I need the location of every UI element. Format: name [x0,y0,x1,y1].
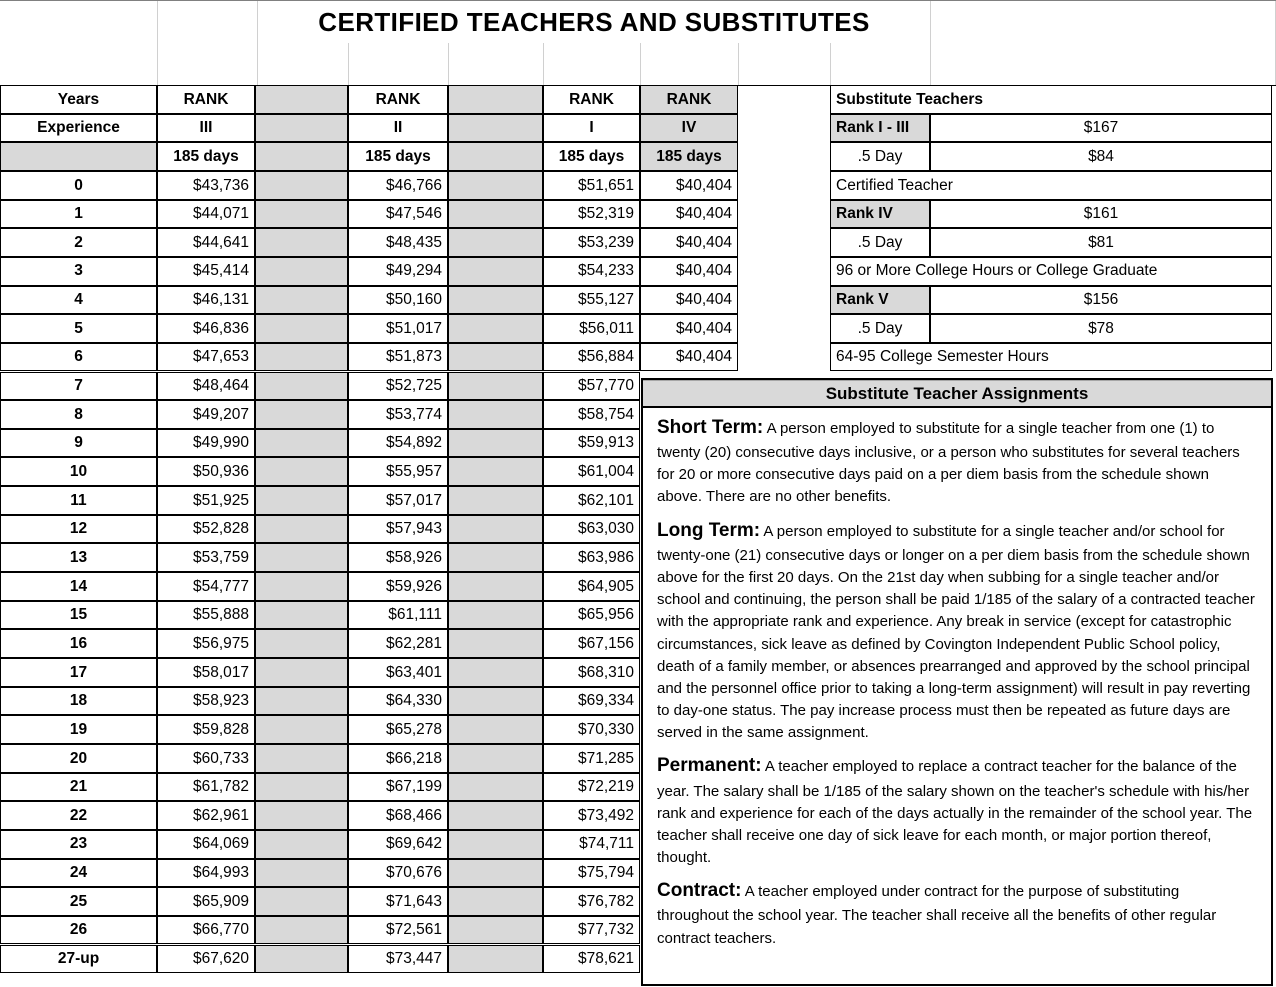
title-row [0,0,1276,45]
spacer-cell [448,171,543,200]
grid-divider [830,43,831,85]
header-days-rank-iv: 185 days [640,142,738,171]
substitute-rate-label: Rank V [830,286,930,315]
substitute-rate-amount: $167 [930,114,1272,143]
assignment-paragraph [657,414,1255,509]
cell-rank-i[interactable]: $59,913 [543,429,640,458]
cell-rank-ii[interactable]: $67,199 [348,773,448,802]
cell-rank-ii[interactable]: $61,111 [348,601,448,630]
cell-rank-iii[interactable]: $55,888 [157,601,255,630]
cell-rank-ii[interactable]: $51,017 [348,314,448,343]
cell-years[interactable]: 11 [0,486,157,515]
cell-rank-iv[interactable]: $40,404 [640,314,738,343]
assignment-term-label: Long Term: [657,519,761,541]
cell-years[interactable]: 22 [0,801,157,830]
cell-rank-ii[interactable]: $51,873 [348,343,448,372]
spacer-cell [448,916,543,945]
assignment-paragraph [657,877,1255,949]
header-rank-iv-label: RANK [640,85,738,114]
cell-rank-ii[interactable]: $55,957 [348,457,448,486]
spacer-cell [255,658,348,687]
grid-divider [738,43,739,85]
cell-years[interactable]: 19 [0,715,157,744]
cell-years[interactable]: 15 [0,601,157,630]
cell-rank-ii[interactable]: $49,294 [348,257,448,286]
cell-rank-i[interactable]: $55,127 [543,286,640,315]
spacer-cell [448,400,543,429]
spacer-cell [448,228,543,257]
spacer-cell [448,801,543,830]
spacer-cell [255,801,348,830]
cell-rank-iii[interactable]: $60,733 [157,744,255,773]
spacer-cell [448,343,543,372]
spacer-cell [448,744,543,773]
spacer-cell [255,85,348,114]
substitute-rate-note: 64-95 College Semester Hours [830,343,1272,372]
cell-rank-ii[interactable]: $72,561 [348,916,448,945]
cell-rank-iii[interactable]: $64,993 [157,859,255,888]
cell-rank-i[interactable]: $64,905 [543,572,640,601]
cell-rank-i[interactable]: $63,986 [543,543,640,572]
grid-divider [157,43,158,85]
spacer-cell [255,945,348,974]
substitute-rate-label: Rank I - III [830,114,930,143]
grid-divider [157,1,158,44]
cell-rank-ii[interactable]: $54,892 [348,429,448,458]
cell-rank-iii[interactable]: $45,414 [157,257,255,286]
cell-rank-ii[interactable]: $57,943 [348,515,448,544]
cell-rank-iii[interactable]: $65,909 [157,887,255,916]
cell-rank-i[interactable]: $74,711 [543,830,640,859]
spacer-cell [448,658,543,687]
assignment-paragraph [657,517,1255,745]
cell-rank-ii[interactable]: $64,330 [348,687,448,716]
substitute-rates-heading: Substitute Teachers [830,85,1272,114]
spacer-cell [0,142,157,171]
cell-rank-i[interactable]: $56,884 [543,343,640,372]
cell-years[interactable]: 4 [0,286,157,315]
cell-years[interactable]: 20 [0,744,157,773]
spacer-cell [448,543,543,572]
assignment-term-label: Contract: [657,880,742,902]
header-rank-i-label: RANK [543,85,640,114]
header-rank-ii: II [348,114,448,143]
page-title: CERTIFIED TEACHERS AND SUBSTITUTES [318,6,870,37]
spacer-cell [448,859,543,888]
assignment-term-text: A person employed to substitute for a single teacher and/or school for twenty-one (21) consecutive days or longer on a per diem basis from the schedule shown above for the first 20 days. On the 21st day when subbing for a single teacher and/or school and continuing, the person shall be paid 1/185 of the salary of a contracted teacher with the appropriate rank and experience. Any break in service (except for catastrophic circumstances, sick leave as defined by Covington Independent Public School policy, death of a family member, or absences prearranged and approved by the school principal and the personnel office prior to taking a long-term assignment) will result in pay reverting to day-one status. The pay increase process must then be repeated as future days are served in the same assignment. [657,522,1255,742]
assignments-title: Substitute Teacher Assignments [643,380,1271,408]
spacer-cell [255,142,348,171]
cell-rank-iii[interactable]: $50,936 [157,457,255,486]
cell-years[interactable]: 16 [0,629,157,658]
cell-years[interactable]: 6 [0,343,157,372]
spacer-cell [255,629,348,658]
spacer-cell [255,715,348,744]
cell-years[interactable]: 27-up [0,945,157,974]
cell-rank-iii[interactable]: $66,770 [157,916,255,945]
header-rank-i: I [543,114,640,143]
spacer-cell [255,457,348,486]
cell-years[interactable]: 12 [0,515,157,544]
cell-rank-iii[interactable]: $53,759 [157,543,255,572]
spacer-cell [255,400,348,429]
header-days-rank-ii: 185 days [348,142,448,171]
cell-rank-ii[interactable]: $59,926 [348,572,448,601]
cell-rank-iv[interactable]: $40,404 [640,257,738,286]
substitute-rate-label: .5 Day [830,228,930,257]
cell-years[interactable]: 5 [0,314,157,343]
spacer-cell [255,228,348,257]
assignment-paragraph [657,752,1255,869]
spacer-cell [255,171,348,200]
spacer-cell [255,830,348,859]
spacer-cell [448,830,543,859]
cell-years[interactable]: 8 [0,400,157,429]
cell-rank-i[interactable]: $53,239 [543,228,640,257]
cell-years[interactable]: 9 [0,429,157,458]
cell-years[interactable]: 17 [0,658,157,687]
cell-rank-iv[interactable]: $40,404 [640,343,738,372]
cell-years[interactable]: 26 [0,916,157,945]
header-experience: Experience [0,114,157,143]
spacer-cell [448,114,543,143]
spacer-cell [255,515,348,544]
cell-rank-ii[interactable]: $66,218 [348,744,448,773]
header-rank-iii-label: RANK [157,85,255,114]
cell-rank-i[interactable]: $52,319 [543,200,640,229]
cell-rank-iii[interactable]: $43,736 [157,171,255,200]
grid-divider [348,43,349,85]
substitute-rate-note: 96 or More College Hours or College Graduate [830,257,1272,286]
spacer-cell [448,200,543,229]
cell-rank-i[interactable]: $61,004 [543,457,640,486]
spacer-cell [448,887,543,916]
spacer-cell [255,773,348,802]
assignment-term-text: A person employed to substitute for a single teacher from one (1) to twenty (20) consecutive days inclusive, or a person who substitutes for several teachers for 20 or more consecutive days paid on a per diem basis from the schedule shown above. There are no other benefits. [657,420,1240,506]
spacer-cell [255,257,348,286]
cell-rank-i[interactable]: $71,285 [543,744,640,773]
blank-spacer-row [0,43,1276,86]
cell-rank-iii[interactable]: $52,828 [157,515,255,544]
assignment-term-text: A teacher employed under contract for the purpose of substituting throughout the school year. The teacher shall receive all the benefits of other regular contract teachers. [657,883,1217,947]
cell-rank-i[interactable]: $78,621 [543,945,640,974]
grid-divider [930,43,931,85]
cell-rank-ii[interactable]: $52,725 [348,372,448,401]
cell-rank-iii[interactable]: $44,641 [157,228,255,257]
cell-rank-ii[interactable]: $48,435 [348,228,448,257]
header-years: Years [0,85,157,114]
cell-rank-i[interactable]: $73,492 [543,801,640,830]
grid-divider [640,43,641,85]
cell-rank-i[interactable]: $69,334 [543,687,640,716]
cell-years[interactable]: 13 [0,543,157,572]
spacer-cell [448,572,543,601]
substitute-rate-label: .5 Day [830,142,930,171]
cell-rank-i[interactable]: $54,233 [543,257,640,286]
cell-rank-iii[interactable]: $46,836 [157,314,255,343]
cell-rank-ii[interactable]: $71,643 [348,887,448,916]
cell-years[interactable]: 2 [0,228,157,257]
spacer-cell [448,85,543,114]
substitute-rate-amount: $161 [930,200,1272,229]
cell-rank-iii[interactable]: $49,990 [157,429,255,458]
spacer-cell [255,114,348,143]
header-days-rank-i: 185 days [543,142,640,171]
spacer-cell [448,286,543,315]
cell-rank-iii[interactable]: $48,464 [157,372,255,401]
cell-rank-iii[interactable]: $61,782 [157,773,255,802]
spacer-cell [255,286,348,315]
substitute-rate-amount: $78 [930,314,1272,343]
cell-rank-i[interactable]: $70,330 [543,715,640,744]
header-days-rank-iii: 185 days [157,142,255,171]
cell-rank-i[interactable]: $67,156 [543,629,640,658]
cell-rank-i[interactable]: $57,770 [543,372,640,401]
spacer-cell [255,859,348,888]
substitute-rate-amount: $81 [930,228,1272,257]
cell-rank-ii[interactable]: $57,017 [348,486,448,515]
cell-rank-i[interactable]: $51,651 [543,171,640,200]
cell-rank-iii[interactable]: $58,923 [157,687,255,716]
cell-years[interactable]: 3 [0,257,157,286]
cell-rank-i[interactable]: $72,219 [543,773,640,802]
cell-rank-iii[interactable]: $49,207 [157,400,255,429]
spacer-cell [448,515,543,544]
cell-years[interactable]: 18 [0,687,157,716]
cell-years[interactable]: 0 [0,171,157,200]
cell-rank-ii[interactable]: $47,546 [348,200,448,229]
substitute-rate-note: Certified Teacher [830,171,1272,200]
cell-rank-ii[interactable]: $63,401 [348,658,448,687]
cell-rank-iii[interactable]: $67,620 [157,945,255,974]
grid-divider [930,1,931,44]
spacer-cell [255,429,348,458]
spacer-cell [255,314,348,343]
header-rank-iii: III [157,114,255,143]
substitute-rate-amount: $84 [930,142,1272,171]
spacer-cell [255,343,348,372]
cell-rank-ii[interactable]: $46,766 [348,171,448,200]
substitute-rate-label: Rank IV [830,200,930,229]
cell-rank-ii[interactable]: $68,466 [348,801,448,830]
cell-years[interactable]: 10 [0,457,157,486]
spacer-cell [448,457,543,486]
spacer-cell [448,372,543,401]
cell-rank-i[interactable]: $56,011 [543,314,640,343]
grid-divider [257,43,258,85]
cell-rank-iii[interactable]: $64,069 [157,830,255,859]
spacer-cell [255,572,348,601]
cell-rank-iii[interactable]: $59,828 [157,715,255,744]
spacer-cell [448,314,543,343]
grid-divider [448,43,449,85]
spacer-cell [448,486,543,515]
cell-rank-ii[interactable]: $62,281 [348,629,448,658]
cell-rank-ii[interactable]: $65,278 [348,715,448,744]
grid-divider [543,43,544,85]
cell-years[interactable]: 25 [0,887,157,916]
spacer-cell [448,715,543,744]
cell-rank-ii[interactable]: $50,160 [348,286,448,315]
cell-rank-i[interactable]: $68,310 [543,658,640,687]
cell-rank-i[interactable]: $65,956 [543,601,640,630]
substitute-rate-amount: $156 [930,286,1272,315]
spacer-cell [255,916,348,945]
cell-rank-iii[interactable]: $47,653 [157,343,255,372]
cell-years[interactable]: 7 [0,372,157,401]
spacer-cell [448,142,543,171]
cell-rank-i[interactable]: $75,794 [543,859,640,888]
cell-rank-i[interactable]: $58,754 [543,400,640,429]
spacer-cell [255,372,348,401]
cell-rank-i[interactable]: $77,732 [543,916,640,945]
cell-rank-ii[interactable]: $70,676 [348,859,448,888]
spacer-cell [255,200,348,229]
cell-rank-ii[interactable]: $73,447 [348,945,448,974]
cell-years[interactable]: 14 [0,572,157,601]
cell-rank-iii[interactable]: $58,017 [157,658,255,687]
cell-rank-iv[interactable]: $40,404 [640,286,738,315]
header-rank-iv: IV [640,114,738,143]
cell-rank-ii[interactable]: $69,642 [348,830,448,859]
header-rank-ii-label: RANK [348,85,448,114]
cell-rank-i[interactable]: $63,030 [543,515,640,544]
spacer-cell [448,429,543,458]
substitute-assignments-box [641,378,1273,986]
cell-years[interactable]: 24 [0,859,157,888]
cell-rank-iii[interactable]: $56,975 [157,629,255,658]
cell-years[interactable]: 1 [0,200,157,229]
cell-rank-iii[interactable]: $46,131 [157,286,255,315]
cell-rank-ii[interactable]: $53,774 [348,400,448,429]
cell-years[interactable]: 23 [0,830,157,859]
spacer-cell [448,773,543,802]
spacer-cell [448,601,543,630]
spacer-cell [255,543,348,572]
cell-rank-iv[interactable]: $40,404 [640,200,738,229]
cell-rank-ii[interactable]: $58,926 [348,543,448,572]
cell-rank-iv[interactable]: $40,404 [640,228,738,257]
spacer-cell [255,601,348,630]
spacer-cell [448,257,543,286]
cell-rank-iv[interactable]: $40,404 [640,171,738,200]
assignments-body [643,410,1271,984]
spacer-cell [448,687,543,716]
spacer-cell [255,486,348,515]
cell-rank-iii[interactable]: $51,925 [157,486,255,515]
spacer-cell [448,945,543,974]
spacer-cell [255,687,348,716]
spacer-cell [448,629,543,658]
assignment-term-label: Permanent: [657,755,762,777]
substitute-rate-label: .5 Day [830,314,930,343]
cell-rank-iii[interactable]: $54,777 [157,572,255,601]
cell-rank-i[interactable]: $76,782 [543,887,640,916]
spacer-cell [255,887,348,916]
assignment-term-label: Short Term: [657,417,764,438]
cell-years[interactable]: 21 [0,773,157,802]
cell-rank-iii[interactable]: $62,961 [157,801,255,830]
cell-rank-i[interactable]: $62,101 [543,486,640,515]
cell-rank-iii[interactable]: $44,071 [157,200,255,229]
assignment-term-text: A teacher employed to replace a contract teacher for the balance of the year. The salary shall be 1/185 of the salary shown on the teacher's schedule with his/her rank and experience for each of the days actually in the remainder of the school year. The teacher shall receive one day of sick leave for each month, or major portion thereof, thought. [657,758,1253,867]
spacer-cell [255,744,348,773]
